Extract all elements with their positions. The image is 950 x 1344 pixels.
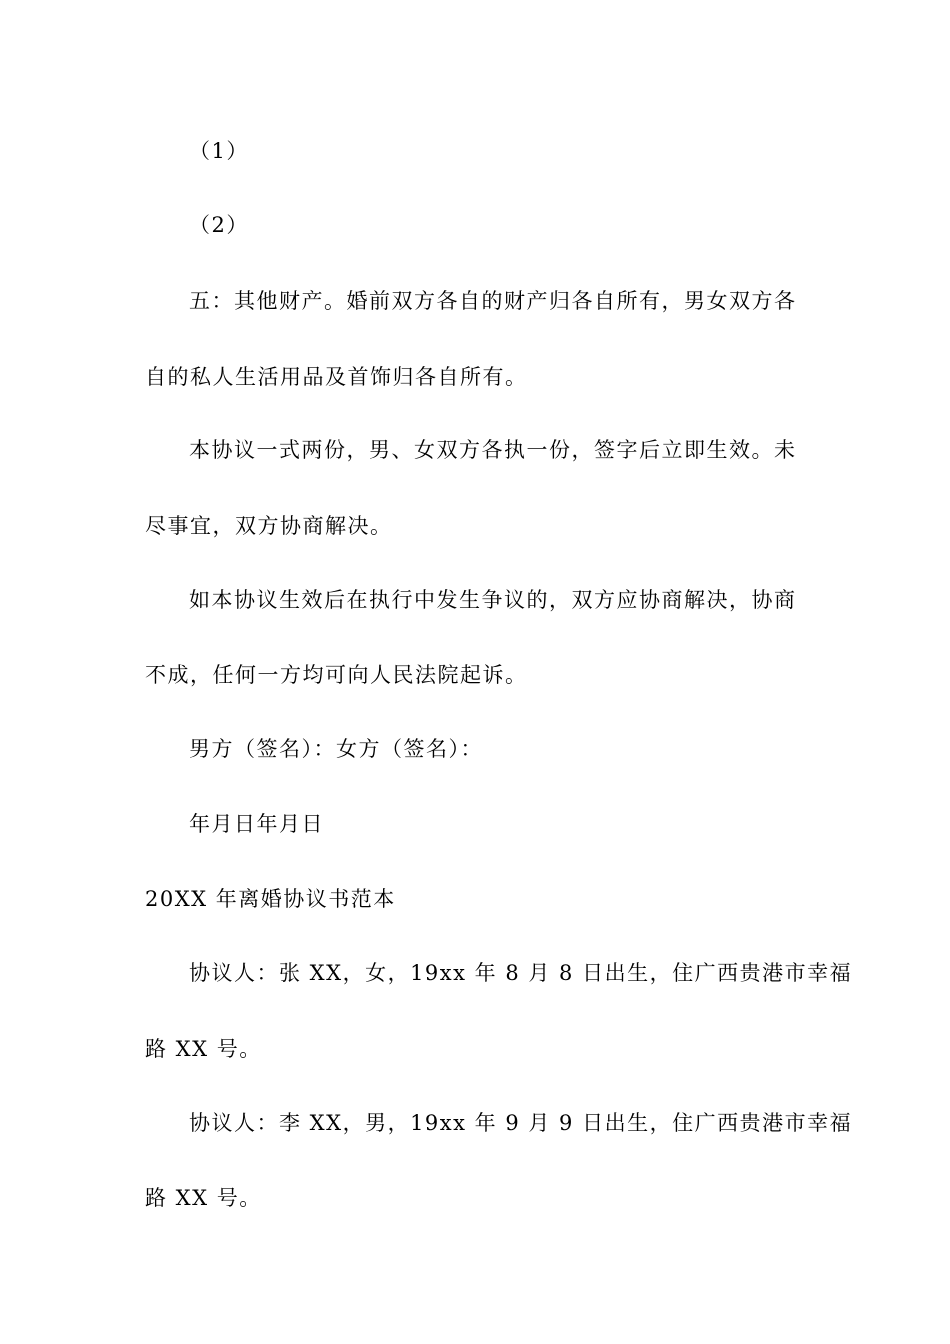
paragraph-line: 不成，任何一方均可向人民法院起诉。 [145,663,528,687]
section-title: 20XX 年离婚协议书范本 [145,887,396,911]
paragraph-line: 自的私人生活用品及首饰归各自所有。 [145,365,528,389]
paragraph-line: 本协议一式两份，男、女双方各执一份，签字后立即生效。未 [189,438,797,462]
paragraph-line: 路 XX 号。 [145,1037,262,1061]
list-item-2: （2） [189,213,249,237]
date-line: 年月日年月日 [189,812,324,836]
paragraph-line: 如本协议生效后在执行中发生争议的，双方应协商解决，协商 [189,588,797,612]
paragraph-line: 路 XX 号。 [145,1186,262,1210]
signature-line: 男方（签名）：女方（签名）： [189,737,483,761]
paragraph-line: 协议人：李 XX，男，19xx 年 9 月 9 日出生，住广西贵港市幸福 [189,1111,853,1135]
list-item-1: （1） [189,139,249,163]
paragraph-line: 五：其他财产。婚前双方各自的财产归各自所有，男女双方各 [189,289,797,313]
paragraph-line: 尽事宜，双方协商解决。 [145,514,393,538]
paragraph-line: 协议人：张 XX，女，19xx 年 8 月 8 日出生，住广西贵港市幸福 [189,961,853,985]
